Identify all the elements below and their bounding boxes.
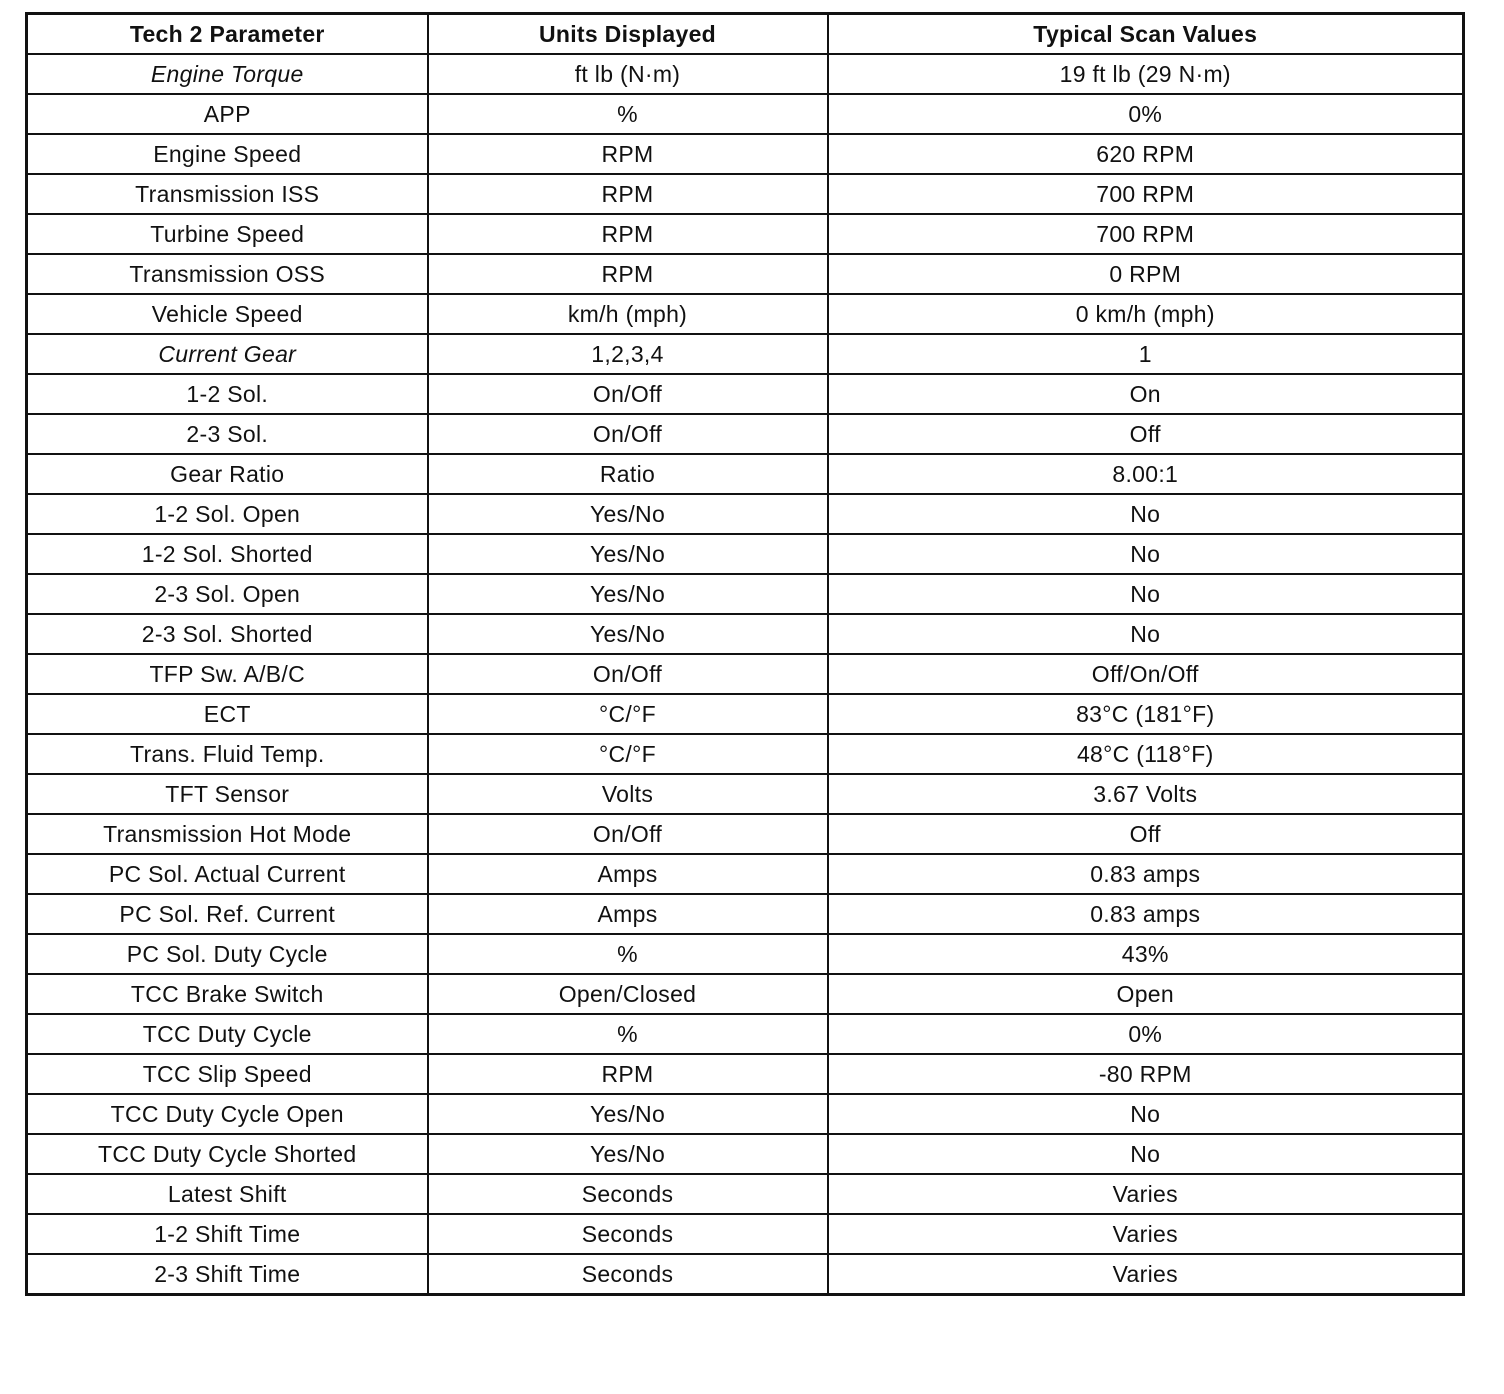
units-cell: Yes/No: [428, 494, 828, 534]
units-cell: On/Off: [428, 374, 828, 414]
parameter-cell: TCC Duty Cycle: [27, 1014, 428, 1054]
header-typical-scan-values: Typical Scan Values: [828, 14, 1464, 55]
parameter-cell: Transmission Hot Mode: [27, 814, 428, 854]
units-cell: RPM: [428, 1054, 828, 1094]
units-cell: °C/°F: [428, 694, 828, 734]
table-row: [27, 214, 1464, 254]
value-cell: 3.67 Volts: [828, 774, 1464, 814]
units-cell: %: [428, 1014, 828, 1054]
parameter-cell: 1-2 Shift Time: [27, 1214, 428, 1254]
units-cell: %: [428, 94, 828, 134]
value-cell: -80 RPM: [828, 1054, 1464, 1094]
parameter-cell: Latest Shift: [27, 1174, 428, 1214]
units-cell: Amps: [428, 854, 828, 894]
table-row: [27, 614, 1464, 654]
value-cell: No: [828, 534, 1464, 574]
table-row: [27, 934, 1464, 974]
parameter-cell: TCC Duty Cycle Open: [27, 1094, 428, 1134]
value-cell: 43%: [828, 934, 1464, 974]
table-row: [27, 54, 1464, 94]
parameter-cell: Gear Ratio: [27, 454, 428, 494]
value-cell: 19 ft lb (29 N·m): [828, 54, 1464, 94]
value-cell: 0.83 amps: [828, 894, 1464, 934]
parameter-cell: 1-2 Sol. Open: [27, 494, 428, 534]
value-cell: Varies: [828, 1214, 1464, 1254]
table-row: [27, 94, 1464, 134]
parameter-cell: TCC Slip Speed: [27, 1054, 428, 1094]
parameter-cell: ECT: [27, 694, 428, 734]
parameter-cell: PC Sol. Duty Cycle: [27, 934, 428, 974]
value-cell: 0 km/h (mph): [828, 294, 1464, 334]
parameter-cell: Transmission ISS: [27, 174, 428, 214]
value-cell: 48°C (118°F): [828, 734, 1464, 774]
parameter-cell: Trans. Fluid Temp.: [27, 734, 428, 774]
parameter-cell: Engine Torque: [27, 54, 428, 94]
value-cell: 0%: [828, 94, 1464, 134]
table-header-row: [27, 14, 1464, 55]
units-cell: %: [428, 934, 828, 974]
table-row: [27, 814, 1464, 854]
table-row: [27, 294, 1464, 334]
table-row: [27, 534, 1464, 574]
units-cell: Seconds: [428, 1174, 828, 1214]
units-cell: Amps: [428, 894, 828, 934]
parameter-cell: Transmission OSS: [27, 254, 428, 294]
units-cell: RPM: [428, 174, 828, 214]
value-cell: 0.83 amps: [828, 854, 1464, 894]
units-cell: ft lb (N·m): [428, 54, 828, 94]
units-cell: °C/°F: [428, 734, 828, 774]
value-cell: 700 RPM: [828, 214, 1464, 254]
units-cell: On/Off: [428, 814, 828, 854]
value-cell: No: [828, 614, 1464, 654]
table-row: [27, 1134, 1464, 1174]
value-cell: Varies: [828, 1174, 1464, 1214]
parameter-cell: Turbine Speed: [27, 214, 428, 254]
table-row: [27, 334, 1464, 374]
value-cell: Varies: [828, 1254, 1464, 1295]
units-cell: RPM: [428, 214, 828, 254]
parameter-cell: Current Gear: [27, 334, 428, 374]
parameter-cell: 2-3 Shift Time: [27, 1254, 428, 1295]
units-cell: Seconds: [428, 1254, 828, 1295]
value-cell: No: [828, 1134, 1464, 1174]
parameter-cell: Vehicle Speed: [27, 294, 428, 334]
value-cell: 620 RPM: [828, 134, 1464, 174]
table-row: [27, 374, 1464, 414]
parameter-cell: TFT Sensor: [27, 774, 428, 814]
value-cell: 1: [828, 334, 1464, 374]
table-row: [27, 1174, 1464, 1214]
value-cell: 0%: [828, 1014, 1464, 1054]
units-cell: km/h (mph): [428, 294, 828, 334]
table-row: [27, 174, 1464, 214]
units-cell: Yes/No: [428, 1134, 828, 1174]
table-row: [27, 1014, 1464, 1054]
table-row: [27, 134, 1464, 174]
value-cell: 83°C (181°F): [828, 694, 1464, 734]
parameter-cell: 2-3 Sol.: [27, 414, 428, 454]
units-cell: 1,2,3,4: [428, 334, 828, 374]
units-cell: Ratio: [428, 454, 828, 494]
parameter-cell: PC Sol. Actual Current: [27, 854, 428, 894]
value-cell: Off: [828, 414, 1464, 454]
units-cell: Volts: [428, 774, 828, 814]
parameter-cell: TFP Sw. A/B/C: [27, 654, 428, 694]
scan-values-table: [25, 12, 1465, 1296]
parameter-cell: PC Sol. Ref. Current: [27, 894, 428, 934]
parameter-cell: 2-3 Sol. Open: [27, 574, 428, 614]
parameter-cell: TCC Brake Switch: [27, 974, 428, 1014]
table-row: [27, 254, 1464, 294]
value-cell: On: [828, 374, 1464, 414]
table-row: [27, 1214, 1464, 1254]
table-row: [27, 574, 1464, 614]
value-cell: No: [828, 1094, 1464, 1134]
value-cell: 700 RPM: [828, 174, 1464, 214]
parameter-cell: 1-2 Sol. Shorted: [27, 534, 428, 574]
table-row: [27, 974, 1464, 1014]
parameter-cell: Engine Speed: [27, 134, 428, 174]
units-cell: RPM: [428, 134, 828, 174]
parameter-cell: 2-3 Sol. Shorted: [27, 614, 428, 654]
units-cell: Yes/No: [428, 614, 828, 654]
table-row: [27, 774, 1464, 814]
table-row: [27, 1094, 1464, 1134]
table-row: [27, 1254, 1464, 1295]
units-cell: Open/Closed: [428, 974, 828, 1014]
parameter-cell: TCC Duty Cycle Shorted: [27, 1134, 428, 1174]
value-cell: Open: [828, 974, 1464, 1014]
table-row: [27, 654, 1464, 694]
units-cell: Seconds: [428, 1214, 828, 1254]
table-body: [27, 54, 1464, 1295]
value-cell: Off/On/Off: [828, 654, 1464, 694]
value-cell: No: [828, 494, 1464, 534]
header-tech2-parameter: Tech 2 Parameter: [27, 14, 428, 55]
units-cell: RPM: [428, 254, 828, 294]
table-row: [27, 494, 1464, 534]
table-row: [27, 1054, 1464, 1094]
units-cell: Yes/No: [428, 534, 828, 574]
units-cell: Yes/No: [428, 574, 828, 614]
units-cell: On/Off: [428, 414, 828, 454]
units-cell: Yes/No: [428, 1094, 828, 1134]
table-row: [27, 854, 1464, 894]
table-row: [27, 414, 1464, 454]
table-row: [27, 734, 1464, 774]
value-cell: 0 RPM: [828, 254, 1464, 294]
table-row: [27, 894, 1464, 934]
value-cell: No: [828, 574, 1464, 614]
table-row: [27, 454, 1464, 494]
units-cell: On/Off: [428, 654, 828, 694]
value-cell: Off: [828, 814, 1464, 854]
header-units-displayed: Units Displayed: [428, 14, 828, 55]
table-row: [27, 694, 1464, 734]
parameter-cell: 1-2 Sol.: [27, 374, 428, 414]
value-cell: 8.00:1: [828, 454, 1464, 494]
parameter-cell: APP: [27, 94, 428, 134]
